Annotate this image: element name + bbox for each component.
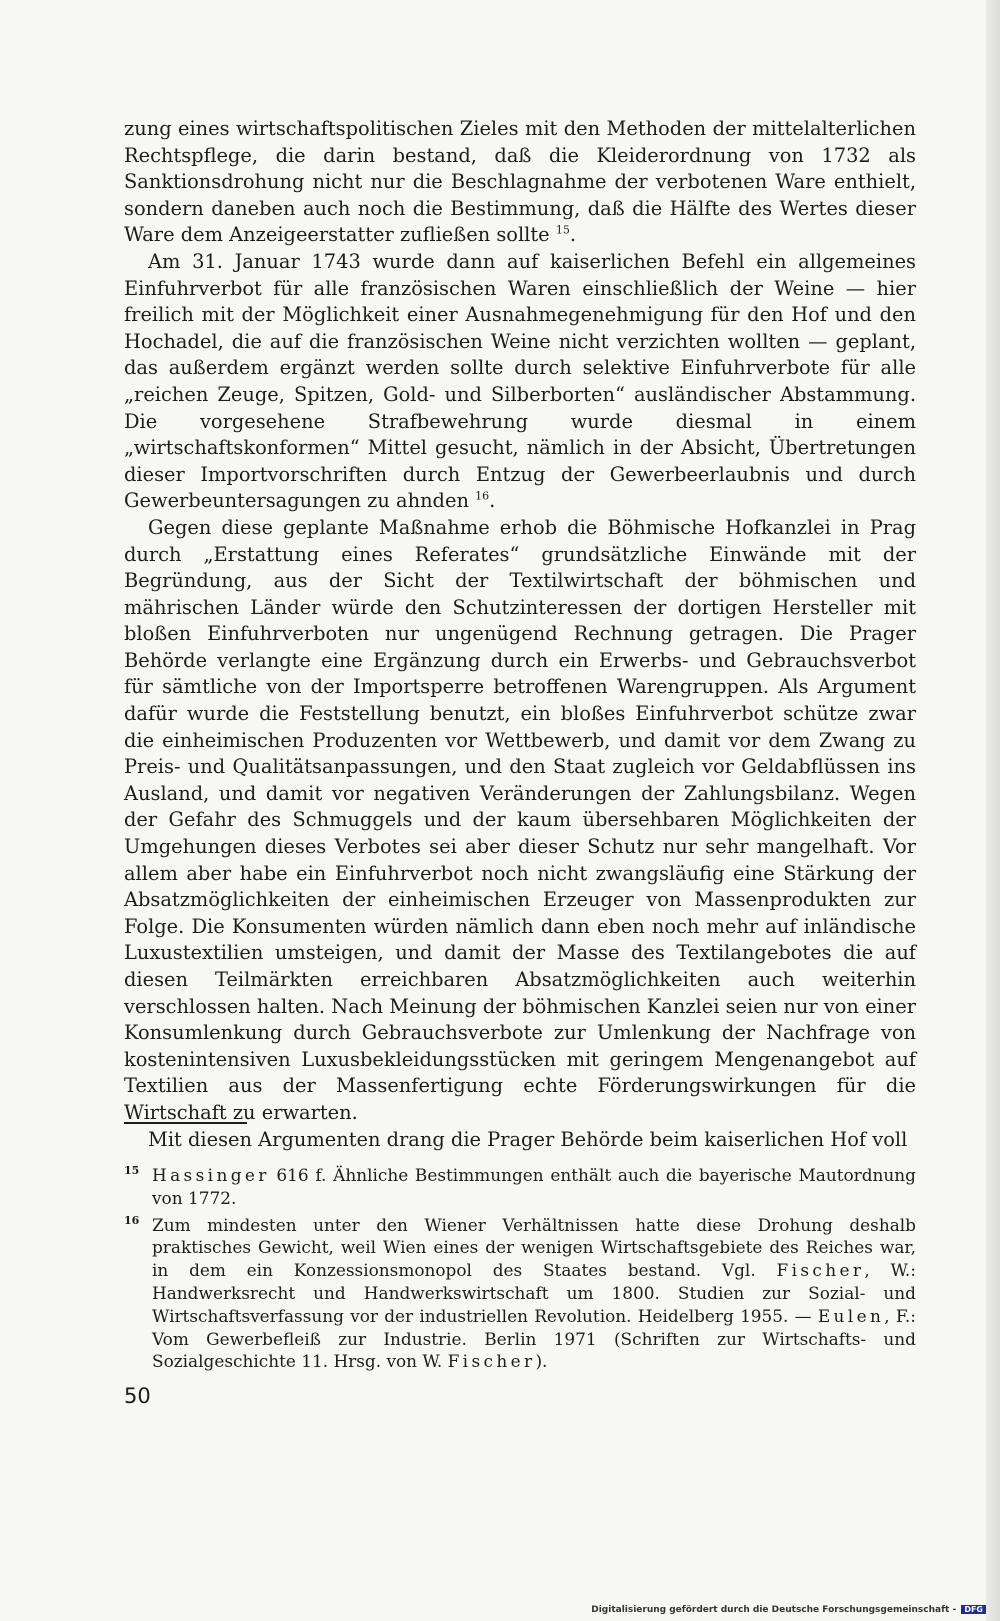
digitization-credit [591,1605,986,1615]
page-edge [986,0,1000,1621]
footnote-author: Hassinger [152,1165,270,1185]
main-text [124,116,916,1153]
footnote-ref-15[interactable]: 15 [555,223,570,237]
footnote-ref-16[interactable]: 16 [475,489,490,503]
footnote-author: Fischer [447,1351,536,1372]
footnotes [124,1164,916,1377]
footnote-mark: 16 [124,1213,140,1227]
footnote-separator [124,1122,247,1124]
footnote-16: 16 Zum mindesten unter den Wiener Verhältnissen hatte diese Drohung deshalb praktisches Gewicht, weil Wien eines der wenigen Wirtschaftsgebiete des Reiches war, in dem ein Konzessionsmonopol des Staates bestand. Vgl. Fischer, W.: Handwerksrecht und Handwerkswirtschaft um 1800. Studien zur Sozial- und Wirtschaftsverfassung vor der industriellen Revolution. Heidelberg 1955. — Eulen, F.: Vom Gewerbefleiß zur Industrie. Berlin 1971 (Schriften zur Wirtschafts- und Sozialgeschichte 11. Hrsg. von W. Fischer). [124,1214,916,1374]
footnote-author: Eulen [817,1305,885,1326]
paragraph-4: Mit diesen Argumenten drang die Prager Behörde beim kaiserlichen Hof voll [148,1127,908,1151]
footnote-author: Fischer [776,1260,865,1281]
paragraph-1: zung eines wirtschaftspolitischen Zieles mit den Methoden der mittelalterlichen Rechtspflege, die darin bestand, daß die Kleiderordnung von 1732 als Sanktionsdrohung nicht nur die Beschlagnahme der verbotenen Ware enthielt, sondern daneben auch noch die Bestimmung, daß die Hälfte des Wertes dieser Ware dem Anzeigeerstatter zufließen sollte $^{15}$. [124,117,916,247]
credit-text: Digitalisierung gefördert durch die Deutsche Forschungsgemeinschaft - [591,1605,957,1615]
paragraph-2: Am 31. Januar 1743 wurde dann auf kaiserlichen Befehl ein allgemeines Einfuhrverbot für alle französischen Waren einschließlich der Weine — hier freilich mit der Möglichkeit einer Ausnahmegenehmigung für den Hof und den Hochadel, die auf die französischen Weine nicht verzichten wollten — geplant, das außerdem ergänzt werden sollte durch selektive Einfuhrverbote für alle „reichen Zeuge, Spitzen, Gold- und Silberborten“ ausländischer Abstammung. Die vorgesehene Strafbewehrung wurde diesmal in einem „wirtschaftskonformen“ Mittel gesucht, nämlich in der Absicht, Übertretungen dieser Importvorschriften durch Entzug der Gewerbeerlaubnis und durch Gewerbeuntersagungen zu ahnden $^{16}$. [124,249,916,513]
page-number: 50 [124,1384,151,1408]
footnote-mark: 15 [124,1164,140,1177]
dfg-logo: DFG [961,1605,986,1614]
paragraph-3: Gegen diese geplante Maßnahme erhob die Böhmische Hofkanzlei in Prag durch „Erstattung eines Referates“ grundsätzliche Einwände mit der Begründung, aus der Sicht der Textilwirtschaft der böhmischen und mährischen Länder würde den Schutzinteressen der dortigen Hersteller mit bloßen Einfuhrverboten nur ungenügend Rechnung getragen. Die Prager Behörde verlangte eine Ergänzung durch ein Erwerbs- und Gebrauchsverbot für sämtliche von der Importsperre betroffenen Warengruppen. Als Argument dafür wurde die Feststellung benutzt, ein bloßes Einfuhrverbot schütze zwar die einheimischen Produzenten vor Wettbewerb, und damit vor dem Zwang zu Preis- und Qualitätsanpassungen, und den Staat zugleich vor Geldabflüssen ins Ausland, und damit vor negativen Veränderungen der Zahlungsbilanz. Wegen der Gefahr des Schmuggels und der kaum übersehbaren Möglichkeiten der Umgehungen dieses Verbotes sei aber dieser Schutz nur sehr mangelhaft. Vor allem aber habe ein Einfuhrverbot noch nicht zwangsläufig eine Stärkung der Absatzmöglichkeiten der einheimischen Erzeuger von Massenprodukten zur Folge. Die Konsumenten würden nämlich dann eben noch mehr auf inländische Luxustextilien umsteigen, und damit der Masse des Textilangebotes die auf diesen Teilmärkten erreichbaren Absatzmöglichkeiten auch weiterhin verschlossen halten. Nach Meinung der böhmischen Kanzlei seien nur von einer Konsumlenkung durch Gebrauchsverbote zur Umlenkung der Nachfrage von kostenintensiven Luxusbekleidungsstücken mit geringem Mengenangebot auf Textilien aus der Massenfertigung echte Förderungswirkungen für die Wirtschaft zu erwarten. [124,515,916,1124]
footnote-15: 15 Hassinger 616 f. Ähnliche Bestimmungen enthält auch die bayerische Mautordnung von 1772. [124,1164,916,1210]
